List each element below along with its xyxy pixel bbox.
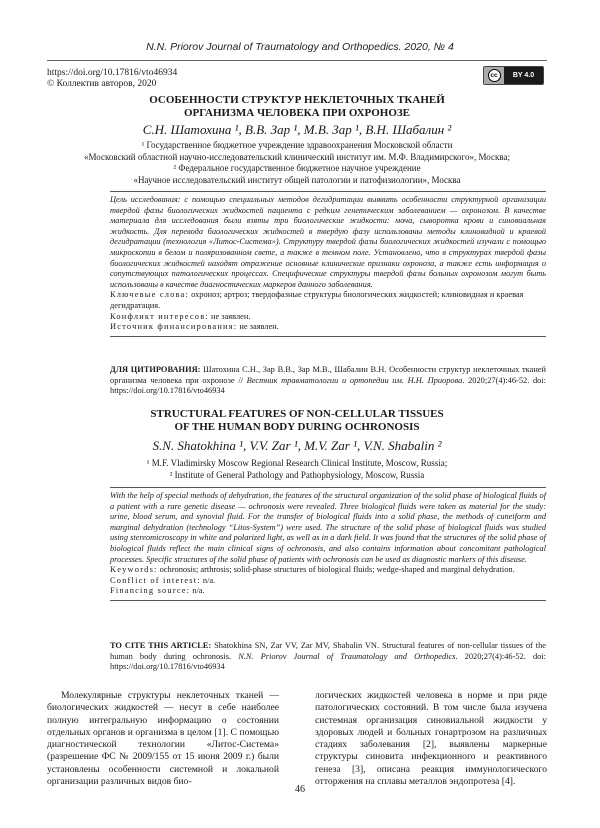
en-keywords-label: Keywords: bbox=[110, 565, 158, 575]
ru-affil-3: ² Федеральное государственное бюджетное научное учреждение bbox=[173, 163, 421, 173]
en-affiliations bbox=[47, 458, 547, 481]
ru-cite-text: Шатохина С.Н., Зар В.В., Зар М.В., Шабалин В.Н. Особенности структур неклеточных тканей организма человека при охронозе // bbox=[110, 365, 547, 385]
en-conflict bbox=[110, 576, 546, 587]
ru-abstract-box bbox=[110, 191, 546, 337]
ru-citation bbox=[110, 365, 546, 397]
body-column-right: логических жидкостей человека в норме и при ряде патологических состояний. В том числе была изучена системная организация синовиальной жидкости у здоровых людей и больных гонартрозом на различных стадиях заболевания [2], выявлены маркерные структуры синовита инфекционного и реактивного генеза [3], описана реакция иммунологического отторжения на сплавы металлов эндопротеза [4]. bbox=[315, 690, 547, 788]
en-affil-1: ¹ M.F. Vladimirsky Moscow Regional Research Clinical Institute, Moscow, Russia; bbox=[146, 458, 448, 468]
ru-funding-text: не заявлен. bbox=[237, 322, 279, 332]
en-affil-2: ² Institute of General Pathology and Pathophysiology, Moscow, Russia bbox=[169, 469, 425, 480]
en-funding bbox=[110, 586, 546, 597]
ru-affil-2: «Московский областной научно-исследовательский клинический институт им. М.Ф. Владимирского», Москва; bbox=[84, 151, 510, 162]
en-cite-label: TO CITE THIS ARTICLE: bbox=[110, 641, 212, 650]
en-cite-journal: N.N. Priorov Journal of Traumatology and Orthopedics bbox=[238, 651, 456, 661]
copyright: © Коллектив авторов, 2020 bbox=[47, 79, 157, 89]
doi-link[interactable]: https://doi.org/10.17816/vto46934 bbox=[47, 68, 178, 78]
en-keywords-text: ochronosis; arthrosis; solid-phase structures of biological fluids; wedge-shaped and marginal dehydration. bbox=[157, 565, 515, 575]
doi-block bbox=[47, 68, 177, 90]
ru-cite-label: ДЛЯ ЦИТИРОВАНИЯ: bbox=[110, 365, 201, 374]
en-title-line2: OF THE HUMAN BODY DURING OCHRONOSIS bbox=[174, 421, 420, 433]
body-column-left: Молекулярные структуры неклеточных тканей — биологических жидкостей — несут в себе наиболее полную интегральную информацию о состоянии отдельных органов и организма в целом [1]. С помощью диагностической технологии «Литос-Система» (разрешение ФС № 2009/155 от 15 июня 2009 г.) были установлены особенности системной и локальной организации различных видов био- bbox=[47, 690, 279, 788]
en-conflict-text: n/a. bbox=[200, 575, 216, 585]
en-authors: S.N. Shatokhina ¹, V.V. Zar ¹, M.V. Zar ¹, V.N. Shabalin ² bbox=[152, 438, 442, 453]
en-title bbox=[47, 408, 547, 434]
journal-header: N.N. Priorov Journal of Traumatology and Orthopedics. 2020, № 4 bbox=[146, 41, 454, 53]
cc-license-badge[interactable] bbox=[483, 66, 544, 85]
ru-title-line1: ОСОБЕННОСТИ СТРУКТУР НЕКЛЕТОЧНЫХ ТКАНЕЙ bbox=[149, 94, 445, 106]
ru-abstract: Цель исследования: с помощью специальных методов дегидратации выявить особенности структурной организации твердой фазы биологических жидкостей пациента с редким генетическим заболеванием — охронозом. В качестве материала для исследования были взяты три биологические жидкости: моча, сыворотка крови и синовиальная жидкость. Для перевода биологических жидкостей в твердую фазу использованы методы клиновидной и краевой дегидратации (технология «Литос-Система»). Структуру твердой фазы биологических жидкостей изучали с помощью микроскопии в белом и поляризованном свете, а также в темном поле. Установлено, что в структурах твердой фазы биологических жидкостей находят отражение основные клинические признаки охроноза, а также есть информация о сопутствующих патологических процессах. Специфические структуры твердой фазы больных охронозом могут быть использованы в качестве диагностических маркеров данного заболевания. bbox=[110, 195, 546, 289]
ru-affil-4: «Научное исследовательский институт общей патологии и патофизиологии», Москва bbox=[133, 174, 461, 185]
ru-cite-journal: Вестник травматологии и ортопедии им. Н.Н. Приорова bbox=[246, 375, 463, 385]
ru-affil-1: ¹ Государственное бюджетное учреждение здравоохранения Московской области bbox=[141, 140, 453, 150]
ru-conflict-text: не заявлен. bbox=[208, 311, 251, 321]
en-abstract: With the help of special methods of dehydration, the features of the structural organization of the solid phase of biological fluids of a patient with a rare genetic disease — ochronosis were revealed. Three biological fluids were taken as material for the study: urine, blood serum, and synovial fluid. For the transfer of biological fluids into a solid phase, the methods of cuneiform and marginal dehydration (technology “Litos-System”) were used. The structure of the solid phase of biological fluids was studied using stereomicroscopy in white and polarized light, as well as in a dark field. It was found that the structures of the solid phase of biological fluids reflect the main clinical signs of ochronosis, and also contains information about concomitant pathological processes. Specific structures of the solid phase of patients with ochronosis can be used as diagnostic markers of this disease. bbox=[110, 491, 546, 564]
page-number: 46 bbox=[295, 784, 305, 795]
ru-funding-label: Источник финансирования: bbox=[110, 322, 238, 332]
ru-conflict bbox=[110, 312, 546, 323]
cc-icon: cc bbox=[488, 69, 501, 82]
ru-title bbox=[47, 94, 547, 120]
en-cite-text: Shatokhina SN, Zar VV, Zar MV, Shabalin VN. Structural features of non-cellular tissues of the human body during ochronosis. bbox=[110, 641, 546, 661]
en-funding-label: Financing source: bbox=[110, 586, 191, 596]
en-citation bbox=[110, 641, 546, 673]
ru-keywords-text: охроноз; артроз; твердофазные структуры биологических жидкостей; клиновидная и краевая дегидратация. bbox=[110, 290, 524, 310]
en-title-line1: STRUCTURAL FEATURES OF NON-CELLULAR TISSUES bbox=[150, 408, 444, 420]
ru-authors: С.Н. Шатохина ¹, В.В. Зар ¹, М.В. Зар ¹, В.Н. Шабалин ² bbox=[142, 122, 452, 137]
header-rule bbox=[47, 60, 547, 61]
en-conflict-label: Conflict of interest: bbox=[110, 575, 201, 585]
en-cite-tail[interactable]: . 2020;27(4):46-52. doi: https://doi.org/10.17816/vto46934 bbox=[110, 651, 546, 672]
ru-title-line2: ОРГАНИЗМА ЧЕЛОВЕКА ПРИ ОХРОНОЗЕ bbox=[183, 107, 411, 119]
ru-affiliations bbox=[47, 140, 547, 186]
ru-cite-tail[interactable]: . 2020;27(4):46-52. doi: https://doi.org/10.17816/vto46934 bbox=[110, 375, 546, 396]
en-abstract-box bbox=[110, 487, 546, 601]
en-funding-text: n/a. bbox=[190, 586, 205, 596]
license-label: BY 4.0 bbox=[512, 72, 535, 79]
ru-funding bbox=[110, 322, 546, 333]
ru-keywords bbox=[110, 290, 546, 311]
en-keywords bbox=[110, 565, 546, 576]
ru-keywords-label: Ключевые слова: bbox=[110, 290, 189, 300]
ru-conflict-label: Конфликт интересов: bbox=[110, 311, 209, 321]
